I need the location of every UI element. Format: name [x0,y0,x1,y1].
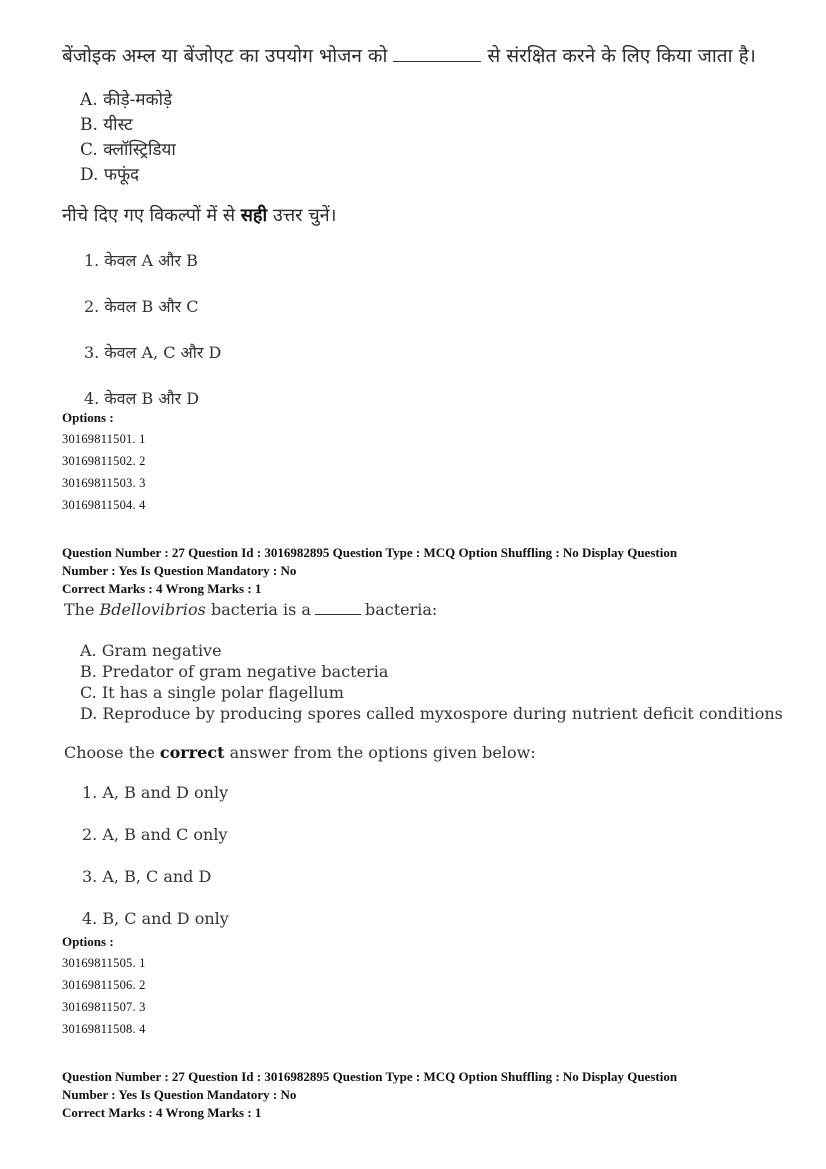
option-id: 30169811507. 3 [62,1000,146,1014]
options-label: Options : [62,410,114,425]
instruction-english [64,743,536,762]
statement-c: C. It has a single polar flagellum [80,683,344,702]
instruction-before: Choose the [64,743,155,762]
stem-end: bacteria: [364,600,438,619]
choice-3: 3. केवल A, C और D [84,343,222,362]
options-label: Options : [62,934,114,949]
stem-text-after: से संरक्षित करने के लिए किया जाता है। [487,45,756,67]
statement-a: A. कीड़े-मकोड़े [80,90,173,110]
statement-b: B. Predator of gram negative bacteria [80,662,389,681]
question-meta-line: Question Number : 27 Question Id : 3016982895 Question Type : MCQ Option Shuffling : No Display Question [62,1069,678,1084]
fill-blank [315,614,361,615]
option-id: 30169811506. 2 [62,978,146,992]
instruction-after: उत्तर चुनें। [272,205,337,226]
choice-3: 3. A, B, C and D [82,867,212,886]
question-meta-line: Number : Yes Is Question Mandatory : No [62,1087,297,1102]
instruction-before: नीचे दिए गए विकल्पों में से [62,205,235,226]
question-stem-hindi [62,42,756,68]
marks-line: Correct Marks : 4 Wrong Marks : 1 [62,1105,262,1120]
option-id: 30169811501. 1 [62,432,146,446]
statement-c: C. क्लॉस्ट्रिडिया [80,140,176,160]
option-id: 30169811503. 3 [62,476,146,490]
stem-italic: Bdellovibrios [99,600,206,619]
option-id: 30169811505. 1 [62,956,146,970]
instruction-hindi [62,203,337,227]
stem-text-before: बेंजोइक अम्ल या बेंजोएट का उपयोग भोजन को [62,45,388,67]
instruction-bold: सही [240,205,268,226]
statement-d: D. फफूंद [80,165,140,185]
choice-4: 4. B, C and D only [82,909,229,928]
question-meta-line: Number : Yes Is Question Mandatory : No [62,563,297,578]
choice-2: 2. केवल B और C [84,297,199,316]
choice-1: 1. केवल A और B [84,251,198,270]
stem-the: The [64,600,95,619]
question-stem-english [64,600,437,619]
statement-a: A. Gram negative [80,641,222,660]
choice-4: 4. केवल B और D [84,389,200,408]
statement-d: D. Reproduce by producing spores called myxospore during nutrient deficit conditions [80,704,783,723]
instruction-after: answer from the options given below: [229,743,536,762]
option-id: 30169811502. 2 [62,454,146,468]
instruction-bold: correct [159,743,225,762]
statement-b: B. यीस्ट [80,115,133,135]
marks-line: Correct Marks : 4 Wrong Marks : 1 [62,581,262,596]
option-id: 30169811504. 4 [62,498,146,512]
fill-blank [393,61,481,62]
choice-2: 2. A, B and C only [82,825,228,844]
stem-mid: bacteria is a [210,600,311,619]
option-id: 30169811508. 4 [62,1022,146,1036]
question-meta-line: Question Number : 27 Question Id : 3016982895 Question Type : MCQ Option Shuffling : No Display Question [62,545,678,560]
choice-1: 1. A, B and D only [82,783,229,802]
